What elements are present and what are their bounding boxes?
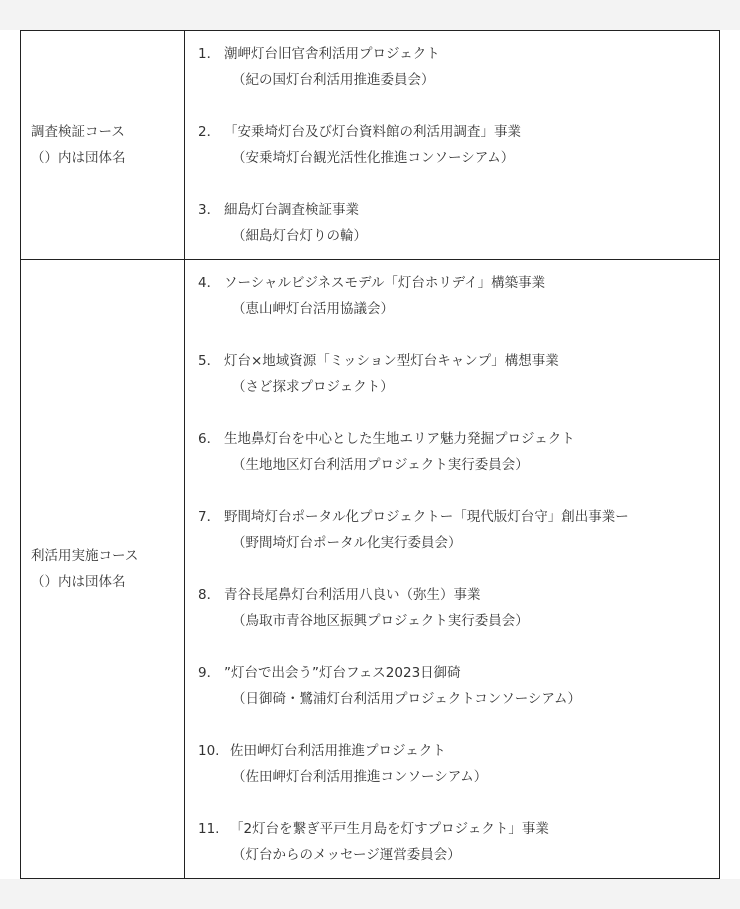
item-title: ソーシャルビジネスモデル「灯台ホリデイ」構築事業 bbox=[224, 274, 546, 291]
item-title: 佐田岬灯台利活用推進プロジェクト bbox=[230, 742, 446, 759]
item-title: 生地鼻灯台を中心とした生地エリア魅力発掘プロジェクト bbox=[224, 430, 575, 447]
list-item bbox=[198, 816, 719, 868]
item-number: 4． bbox=[198, 274, 221, 291]
item-title: 野間埼灯台ポータル化プロジェクトー「現代版灯台守」創出事業ー bbox=[224, 508, 629, 525]
list-item bbox=[198, 660, 719, 712]
item-organization: （野間埼灯台ポータル化実行委員会） bbox=[232, 534, 462, 551]
list-item bbox=[198, 119, 719, 171]
item-organization: （恵山岬灯台活用協議会） bbox=[232, 300, 394, 317]
item-organization: （佐田岬灯台利活用推進コンソーシアム） bbox=[232, 768, 488, 785]
item-title: 「2灯台を繋ぎ平戸生月島を灯すプロジェクト」事業 bbox=[230, 820, 549, 837]
category-note: （）内は団体名 bbox=[31, 150, 126, 166]
item-title: 青谷長尾鼻灯台利活用八良い（弥生）事業 bbox=[224, 586, 481, 603]
list-item bbox=[198, 582, 719, 634]
list-item bbox=[198, 426, 719, 478]
item-number: 9． bbox=[198, 664, 221, 681]
list-item bbox=[198, 738, 719, 790]
item-organization: （生地地区灯台利活用プロジェクト実行委員会） bbox=[232, 456, 529, 473]
item-number: 5． bbox=[198, 352, 221, 369]
table-row-utilization-course bbox=[21, 260, 720, 879]
project-list bbox=[185, 260, 720, 879]
item-number: 8． bbox=[198, 586, 221, 603]
category-note: （）内は団体名 bbox=[31, 574, 126, 590]
item-number: 10. bbox=[198, 742, 220, 759]
item-number: 6． bbox=[198, 430, 221, 447]
item-number: 2． bbox=[198, 123, 221, 140]
list-item bbox=[198, 270, 719, 322]
table-row-survey-course bbox=[21, 31, 720, 260]
item-organization: （紀の国灯台利活用推進委員会） bbox=[232, 71, 435, 88]
item-number: 11. bbox=[198, 820, 220, 837]
project-table bbox=[20, 30, 720, 879]
list-item bbox=[198, 504, 719, 556]
item-organization: （灯台からのメッセージ運営委員会） bbox=[232, 846, 461, 863]
list-item bbox=[198, 348, 719, 400]
item-title: 細島灯台調査検証事業 bbox=[224, 201, 359, 218]
item-organization: （鳥取市青谷地区振興プロジェクト実行委員会） bbox=[232, 612, 529, 629]
category-cell bbox=[21, 31, 185, 260]
category-label: 利活用実施コース bbox=[31, 548, 139, 564]
item-title: ”灯台で出会う”灯台フェス2023日御碕 bbox=[224, 664, 461, 681]
project-list bbox=[185, 31, 720, 260]
category-cell bbox=[21, 260, 185, 879]
list-item bbox=[198, 197, 719, 249]
item-organization: （安乗埼灯台観光活性化推進コンソーシアム） bbox=[232, 149, 515, 166]
item-organization: （さど探求プロジェクト） bbox=[232, 378, 394, 395]
item-number: 1． bbox=[198, 45, 221, 62]
item-organization: （日御碕・鷺浦灯台利活用プロジェクトコンソーシアム） bbox=[232, 690, 581, 707]
document-page bbox=[0, 30, 740, 879]
item-number: 7． bbox=[198, 508, 221, 525]
category-label: 調査検証コース bbox=[31, 124, 125, 140]
item-title: 灯台×地域資源「ミッション型灯台キャンプ」構想事業 bbox=[224, 352, 559, 369]
item-organization: （細島灯台灯りの輪） bbox=[232, 227, 367, 244]
item-number: 3． bbox=[198, 201, 221, 218]
item-title: 「安乗埼灯台及び灯台資料館の利活用調査」事業 bbox=[224, 123, 521, 140]
list-item bbox=[198, 41, 719, 93]
item-title: 潮岬灯台旧官舎利活用プロジェクト bbox=[224, 45, 440, 62]
